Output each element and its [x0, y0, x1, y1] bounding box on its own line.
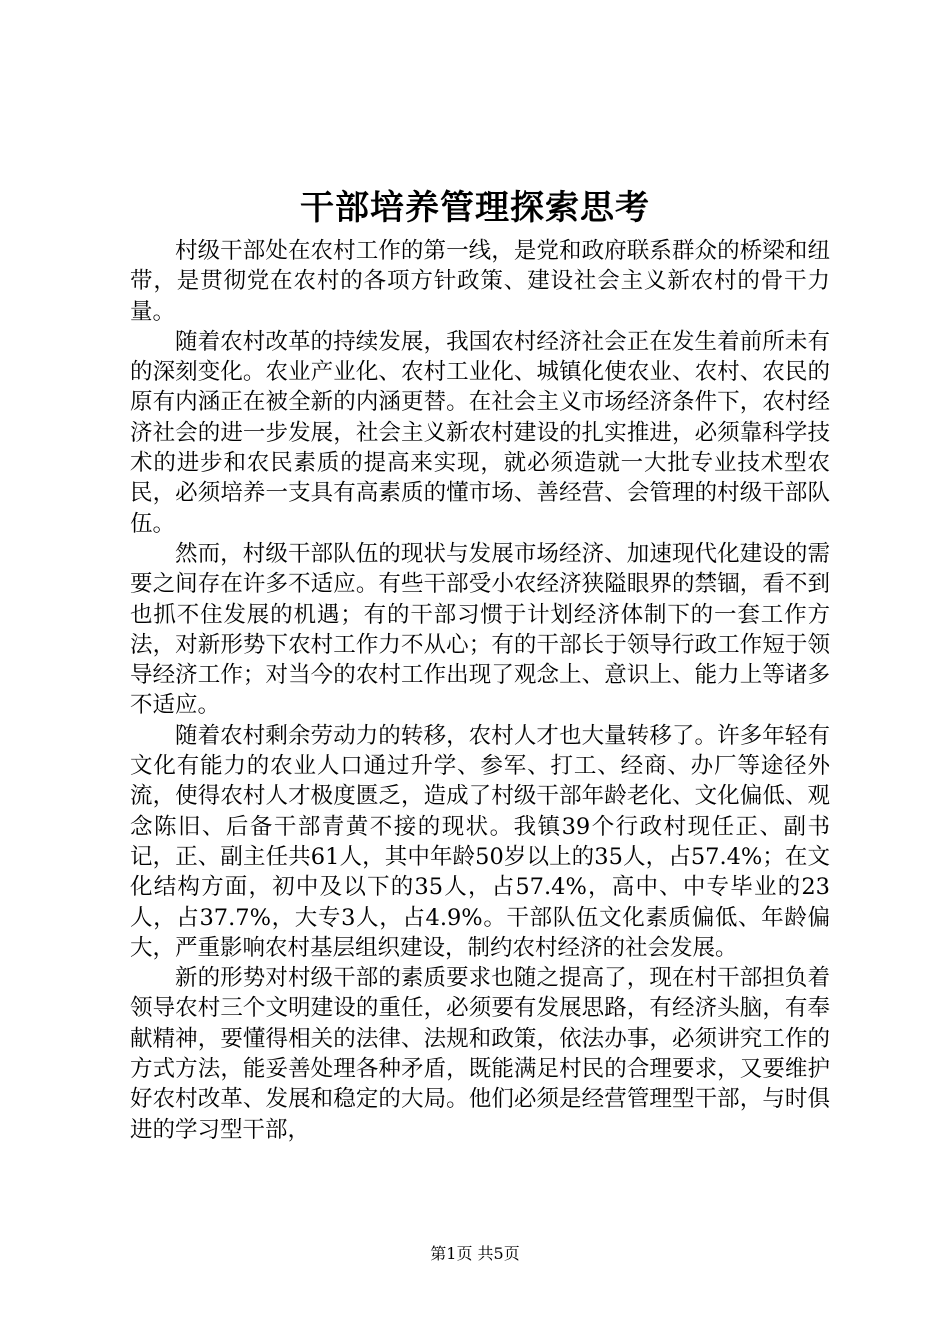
- paragraph: 然而，村级干部队伍的现状与发展市场经济、加速现代化建设的需要之间存在许多不适应。有些干部受小农经济狭隘眼界的禁锢，看不到也抓不住发展的机遇；有的干部习惯于计划经济体制下的一套工作方法，对新形势下农村工作力不从心；有的干部长于领导行政工作短于领导经济工作；对当今的农村工作出现了观念上、意识上、能力上等诸多不适应。: [130, 540, 830, 719]
- paragraph: 随着农村改革的持续发展，我国农村经济社会正在发生着前所未有的深刻变化。农业产业化、农村工业化、城镇化使农业、农村、农民的原有内涵正在被全新的内涵更替。在社会主义市场经济条件下，农村经济社会的进一步发展，社会主义新农村建设的扎实推进，必须靠科学技术的进步和农民素质的提高来实现，就必须造就一大批专业技术型农民，必须培养一支具有高素质的懂市场、善经营、会管理的村级干部队伍。: [130, 328, 830, 537]
- page-number-footer: 第1页 共5页: [430, 1244, 520, 1263]
- paragraph: 随着农村剩余劳动力的转移，农村人才也大量转移了。许多年轻有文化有能力的农业人口通过升学、参军、打工、经商、办厂等途径外流，使得农村人才极度匮乏，造成了村级干部年龄老化、文化偏低、观念陈旧、后备干部青黄不接的现状。我镇39个行政村现任正、副书记，正、副主任共61人，其中年龄50岁以上的35人，占57.4%；在文化结构方面，初中及以下的35人，占57.4%，高中、中专毕业的23人，占37.7%，大专3人，占4.9%。干部队伍文化素质偏低、年龄偏大，严重影响农村基层组织建设，制约农村经济的社会发展。: [130, 722, 830, 961]
- paragraph: 新的形势对村级干部的素质要求也随之提高了，现在村干部担负着领导农村三个文明建设的重任，必须要有发展思路，有经济头脑，有奉献精神，要懂得相关的法律、法规和政策，依法办事，必须讲究工作的方式方法，能妥善处理各种矛盾，既能满足村民的合理要求，又要维护好农村改革、发展和稳定的大局。他们必须是经营管理型干部，与时俱进的学习型干部，: [130, 965, 830, 1143]
- paragraph: 村级干部处在农村工作的第一线，是党和政府联系群众的桥梁和纽带，是贯彻党在农村的各项方针政策、建设社会主义新农村的骨干力量。: [130, 238, 830, 325]
- document-title: 干部培养管理探索思考: [300, 188, 650, 228]
- document-body: [130, 236, 830, 1145]
